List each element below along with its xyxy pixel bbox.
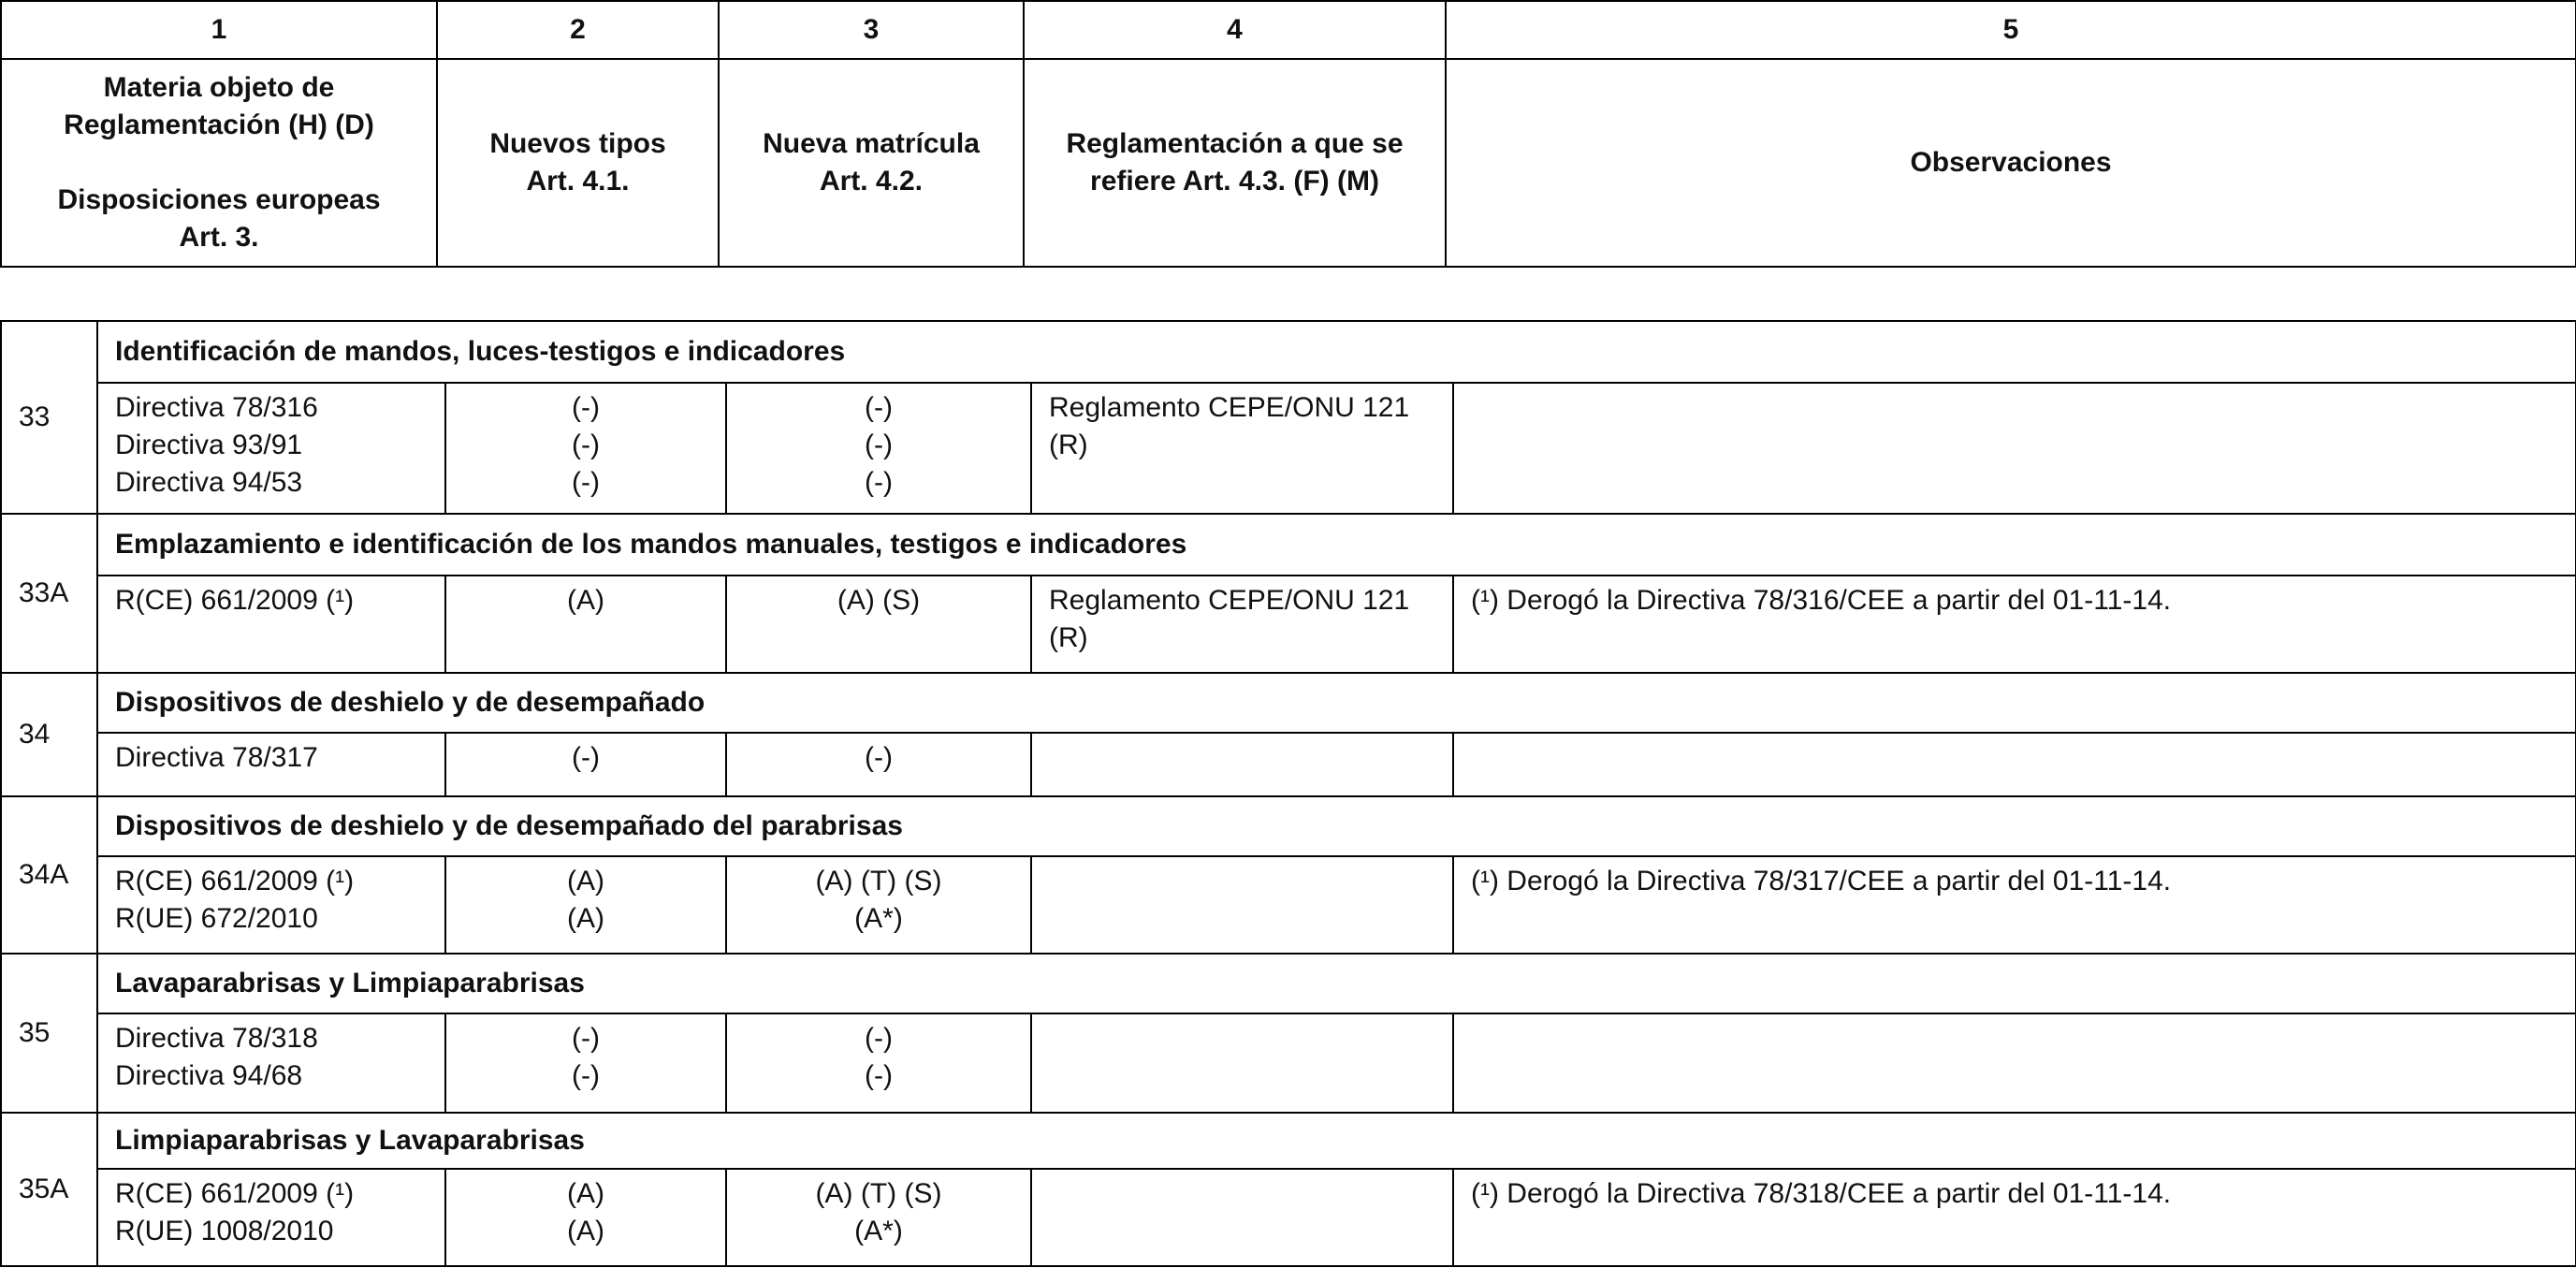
section-detail-row: [1, 1169, 2576, 1266]
nueva-matricula-cell: [726, 1013, 1031, 1113]
materia-cell: [97, 383, 445, 514]
reglamentacion-cell-line: Reglamento CEPE/ONU 121: [1049, 392, 1410, 423]
reglamentacion-cell-line: (R): [1049, 430, 1088, 460]
materia-cell-line: Directiva 94/53: [115, 467, 303, 498]
nueva-matricula-cell: [726, 383, 1031, 514]
materia-cell-line: Directiva 93/91: [115, 430, 303, 460]
nueva-matricula-cell: [726, 1169, 1031, 1266]
materia-cell-line: R(CE) 661/2009 (¹): [115, 1178, 355, 1209]
nueva-matricula-cell-line: (-): [865, 392, 893, 423]
reglamentacion-cell: [1031, 1169, 1453, 1266]
nuevos-tipos-cell-line: (A): [567, 585, 604, 616]
header-materia: Materia objeto de Reglamentación (H) (D) Disposiciones europeas Art. 3.: [1, 59, 437, 267]
observaciones-cell: [1453, 733, 2576, 796]
reglamentacion-cell-line: Reglamento CEPE/ONU 121: [1049, 585, 1410, 616]
nuevos-tipos-cell-line: (-): [572, 467, 600, 498]
observaciones-cell: [1453, 1013, 2576, 1113]
observaciones-cell-line: (¹) Derogó la Directiva 78/318/CEE a partir del 01-11-14.: [1471, 1178, 2172, 1209]
column-number: 3: [719, 1, 1024, 59]
column-header-table: [0, 0, 2576, 268]
nuevos-tipos-cell: [445, 1013, 726, 1113]
section-detail-row: [1, 733, 2576, 796]
materia-cell-line: R(CE) 661/2009 (¹): [115, 866, 355, 896]
section-title: Limpiaparabrisas y Lavaparabrisas: [97, 1113, 2576, 1169]
header-nuevos-tipos: Nuevos tipos Art. 4.1.: [437, 59, 719, 267]
materia-cell: [97, 856, 445, 954]
reglamentacion-cell: [1031, 383, 1453, 514]
observaciones-cell: [1453, 383, 2576, 514]
section-number: 34A: [1, 796, 97, 954]
nuevos-tipos-cell: [445, 383, 726, 514]
nuevos-tipos-cell-line: (-): [572, 1060, 600, 1091]
nueva-matricula-cell-line: (A) (T) (S): [815, 866, 942, 896]
materia-cell-line: R(CE) 661/2009 (¹): [115, 585, 355, 616]
materia-cell-line: Directiva 78/318: [115, 1023, 318, 1054]
section-number: 33A: [1, 514, 97, 673]
observaciones-cell-line: (¹) Derogó la Directiva 78/316/CEE a partir del 01-11-14.: [1471, 585, 2172, 616]
column-number: 2: [437, 1, 719, 59]
materia-cell-line: Directiva 94/68: [115, 1060, 303, 1091]
section-detail-row: [1, 856, 2576, 954]
section-title: Dispositivos de deshielo y de desempañado del parabrisas: [97, 796, 2576, 856]
nuevos-tipos-cell: [445, 1169, 726, 1266]
column-number: 5: [1446, 1, 2576, 59]
nuevos-tipos-cell-line: (A): [567, 1178, 604, 1209]
materia-cell: [97, 1169, 445, 1266]
section-title-row: [1, 673, 2576, 733]
materia-cell-line: Directiva 78/316: [115, 392, 318, 423]
nueva-matricula-cell: [726, 856, 1031, 954]
section-title: Emplazamiento e identificación de los mandos manuales, testigos e indicadores: [97, 514, 2576, 576]
section-title-row: [1, 321, 2576, 383]
section-detail-row: [1, 1013, 2576, 1113]
materia-cell-line: Directiva 78/317: [115, 742, 318, 773]
nueva-matricula-cell-line: (A*): [854, 903, 903, 934]
section-number: 35: [1, 954, 97, 1113]
nuevos-tipos-cell: [445, 576, 726, 673]
observaciones-cell: [1453, 856, 2576, 954]
nueva-matricula-cell: [726, 576, 1031, 673]
nuevos-tipos-cell-line: (A): [567, 1216, 604, 1246]
column-number: 1: [1, 1, 437, 59]
nuevos-tipos-cell-line: (-): [572, 1023, 600, 1054]
section-title-row: [1, 796, 2576, 856]
reglamentacion-cell: [1031, 733, 1453, 796]
reglamentacion-cell: [1031, 1013, 1453, 1113]
nuevos-tipos-cell: [445, 856, 726, 954]
nueva-matricula-cell-line: (A) (S): [837, 585, 921, 616]
column-title-row: [1, 59, 2576, 267]
reglamentacion-cell-line: (R): [1049, 622, 1088, 653]
nuevos-tipos-cell-line: (A): [567, 903, 604, 934]
reglamentacion-cell: [1031, 856, 1453, 954]
nueva-matricula-cell-line: (-): [865, 742, 893, 773]
materia-cell: [97, 1013, 445, 1113]
header-reglamentacion: Reglamentación a que se refiere Art. 4.3. (F) (M): [1024, 59, 1446, 267]
materia-cell: [97, 733, 445, 796]
section-title-row: [1, 1113, 2576, 1169]
nuevos-tipos-cell-line: (-): [572, 430, 600, 460]
observaciones-cell: [1453, 576, 2576, 673]
nuevos-tipos-cell-line: (-): [572, 742, 600, 773]
header-nueva-matricula: Nueva matrícula Art. 4.2.: [719, 59, 1024, 267]
nuevos-tipos-cell-line: (A): [567, 866, 604, 896]
nueva-matricula-cell-line: (A) (T) (S): [815, 1178, 942, 1209]
section-title: Identificación de mandos, luces-testigos e indicadores: [97, 321, 2576, 383]
section-detail-row: [1, 576, 2576, 673]
section-title-row: [1, 514, 2576, 576]
materia-cell: [97, 576, 445, 673]
column-number: 4: [1024, 1, 1446, 59]
nueva-matricula-cell-line: (-): [865, 430, 893, 460]
observaciones-cell-line: (¹) Derogó la Directiva 78/317/CEE a partir del 01-11-14.: [1471, 866, 2172, 896]
section-number: 33: [1, 321, 97, 514]
nueva-matricula-cell-line: (-): [865, 1060, 893, 1091]
section-title: Lavaparabrisas y Limpiaparabrisas: [97, 954, 2576, 1013]
regulation-table: [0, 320, 2576, 1267]
nueva-matricula-cell-line: (A*): [854, 1216, 903, 1246]
nuevos-tipos-cell-line: (-): [572, 392, 600, 423]
nueva-matricula-cell-line: (-): [865, 467, 893, 498]
observaciones-cell: [1453, 1169, 2576, 1266]
section-title-row: [1, 954, 2576, 1013]
section-number: 35A: [1, 1113, 97, 1266]
nueva-matricula-cell-line: (-): [865, 1023, 893, 1054]
header-observaciones: Observaciones: [1446, 59, 2576, 267]
section-number: 34: [1, 673, 97, 796]
nuevos-tipos-cell: [445, 733, 726, 796]
reglamentacion-cell: [1031, 576, 1453, 673]
materia-cell-line: R(UE) 1008/2010: [115, 1216, 334, 1246]
materia-cell-line: R(UE) 672/2010: [115, 903, 318, 934]
column-number-row: [1, 1, 2576, 59]
section-title: Dispositivos de deshielo y de desempañado: [97, 673, 2576, 733]
nueva-matricula-cell: [726, 733, 1031, 796]
section-detail-row: [1, 383, 2576, 514]
